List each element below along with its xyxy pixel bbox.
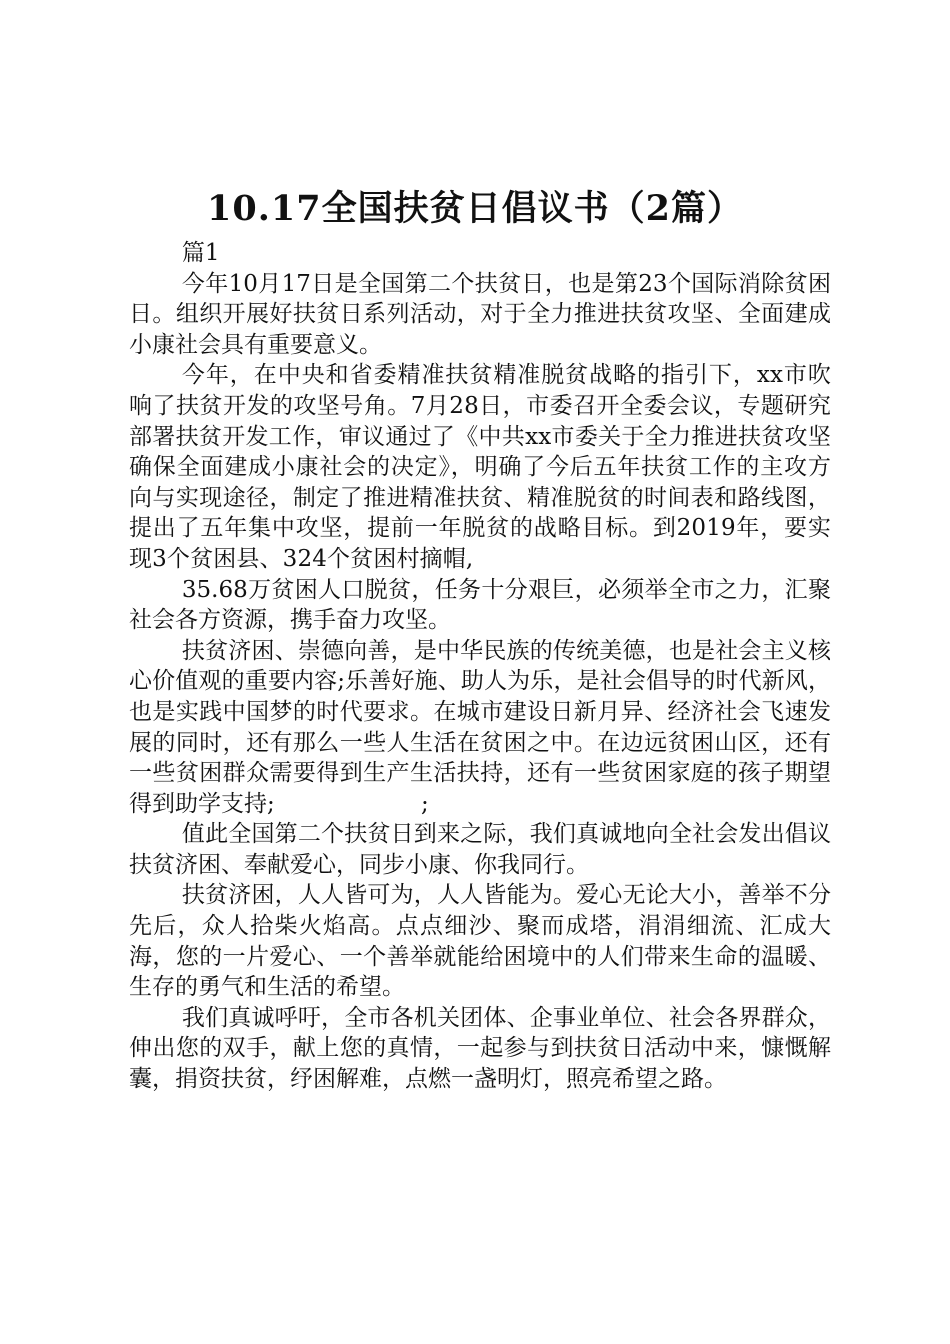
paragraph-4: 扶贫济困、崇德向善，是中华民族的传统美德，也是社会主义核心价值观的重要内容;乐善好施、助人为乐，是社会倡导的时代新风，也是实践中国梦的时代要求。在城市建设日新月异、经济社会飞速发展的同时，还有那么一些人生活在贫困之中。在边远贫困山区，还有一些贫困群众需要得到生产生活扶持，还有一些贫困家庭的孩子期望得到助学支持; ; [129, 637, 831, 817]
document-body [129, 238, 831, 1095]
paragraph-1: 今年10月17日是全国第二个扶贫日，也是第23个国际消除贫困日。组织开展好扶贫日系列活动，对于全力推进扶贫攻坚、全面建成小康社会具有重要意义。 [129, 270, 831, 358]
paragraph-7: 我们真诚呼吁，全市各机关团体、企事业单位、社会各界群众，伸出您的双手，献上您的真情，一起参与到扶贫日活动中来，慷慨解囊，捐资扶贫，纾困解难，点燃一盏明灯，照亮希望之路。 [129, 1004, 831, 1093]
section-label: 篇1 [181, 240, 220, 266]
paragraph-6: 扶贫济困，人人皆可为，人人皆能为。爱心无论大小，善举不分先后，众人拾柴火焰高。点点细沙、聚而成塔，涓涓细流、汇成大海，您的一片爱心、一个善举就能给困境中的人们带来生命的温暖、生存的勇气和生活的希望。 [129, 882, 831, 1001]
paragraph-3: 35.68万贫困人口脱贫，任务十分艰巨，必须举全市之力，汇聚社会各方资源，携手奋力攻坚。 [129, 576, 831, 634]
paragraph-2: 今年，在中央和省委精准扶贫精准脱贫战略的指引下，xx市吹响了扶贫开发的攻坚号角。7月28日，市委召开全委会议，专题研究部署扶贫开发工作，审议通过了《中共xx市委关于全力推进扶贫攻坚确保全面建成小康社会的决定》，明确了今后五年扶贫工作的主攻方向与实现途径，制定了推进精准扶贫、精准脱贫的时间表和路线图，提出了五年集中攻坚，提前一年脱贫的战略目标。到2019年，要实现3个贫困县、324个贫困村摘帽, [129, 362, 831, 572]
document-title: 10.17全国扶贫日倡议书（2篇） [207, 188, 743, 229]
paragraph-5: 值此全国第二个扶贫日到来之际，我们真诚地向全社会发出倡议扶贫济困、奉献爱心，同步小康、你我同行。 [129, 821, 831, 878]
